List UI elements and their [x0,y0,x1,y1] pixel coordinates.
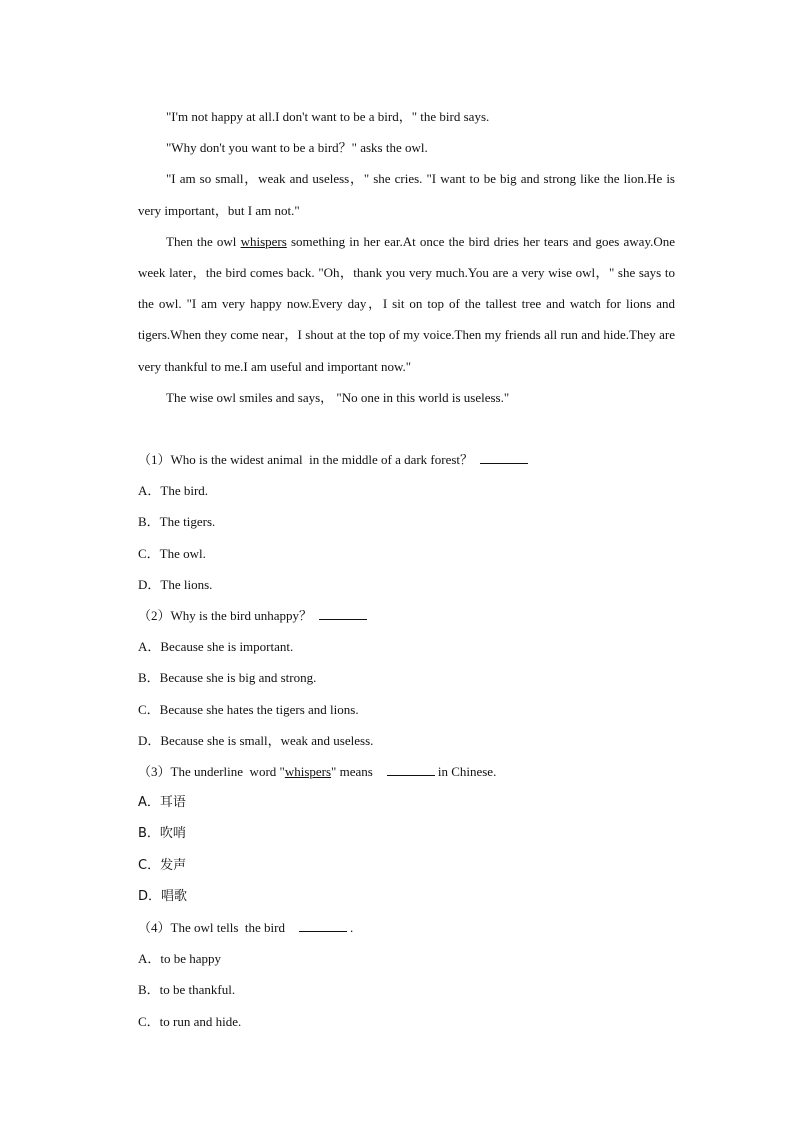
question-text: " means [331,764,383,780]
answer-blank[interactable] [319,608,367,620]
passage-paragraph [138,382,675,413]
passage-paragraph [138,226,675,382]
passage-text: something in her ear.At once the bird dries her tears and goes away.One week later，the bird comes back. "Oh，thank you very much.You are a very wise owl，" she says to the owl. "I am very happy now.Every day，I sit on top of the tallest tree and watch for lions and tigers.When they come near，I shout at the top of my voice.Then my friends all run and hide.They are very thankful to me.I am useful and important now." [138,233,676,374]
passage-text: Then the owl [166,233,241,249]
answer-option[interactable]: A．to be happy [138,951,222,967]
answer-option[interactable]: B．Because she is big and strong. [138,670,317,686]
question-text: （2）Why is the bird unhappy？ [138,608,316,624]
question-text: （3）The underline word " [138,764,285,780]
answer-option[interactable]: C．to run and hide. [138,1013,242,1029]
question-text: . [346,920,354,936]
answer-option[interactable]: B．吹哨 [138,826,186,842]
answer-option[interactable]: A．Because she is important. [138,639,294,655]
passage-text: "Why don't you want to be a bird？" asks the owl. [166,140,428,156]
section-gap [138,413,675,444]
answer-blank[interactable] [480,452,528,464]
answer-blank[interactable] [299,920,347,932]
question-text: in Chinese. [434,764,497,780]
underlined-word: whispers [240,233,287,249]
passage-paragraph [138,163,675,225]
answer-option[interactable]: A．The bird. [138,483,209,499]
underlined-word: whispers [284,764,332,780]
passage-text: "I'm not happy at all.I don't want to be a bird，" the bird says. [166,109,490,124]
answer-option[interactable]: C．发声 [138,857,187,873]
answer-option[interactable]: C．The owl. [138,545,206,561]
passage-paragraph [138,101,675,132]
question-list [138,444,675,1037]
answer-blank[interactable] [387,764,435,776]
answer-option[interactable]: D．唱歌 [138,888,188,904]
answer-option[interactable]: A．耳语 [138,795,186,811]
answer-option[interactable]: D．The lions. [138,576,213,592]
question-text: （1）Who is the widest animal in the middle of a dark forest？ [138,452,477,468]
answer-option[interactable]: C．Because she hates the tigers and lions. [138,701,359,717]
question-text: （4）The owl tells the bird [138,920,295,936]
question-stem [138,912,675,943]
answer-option[interactable]: D．Because she is small，weak and useless. [138,732,374,748]
question-stem [138,600,675,631]
answer-option[interactable]: B．The tigers. [138,514,216,530]
answer-option[interactable]: B．to be thankful. [138,982,236,998]
question-stem [138,756,675,787]
passage-text: "I am so small，weak and useless，" she cries. "I want to be big and strong like the lion.He is very important，but I am not." [138,171,675,218]
passage-paragraph [138,132,675,163]
question-stem [138,444,675,475]
reading-passage [138,101,675,413]
passage-text: The wise owl smiles and says， "No one in this world is useless." [166,389,510,405]
